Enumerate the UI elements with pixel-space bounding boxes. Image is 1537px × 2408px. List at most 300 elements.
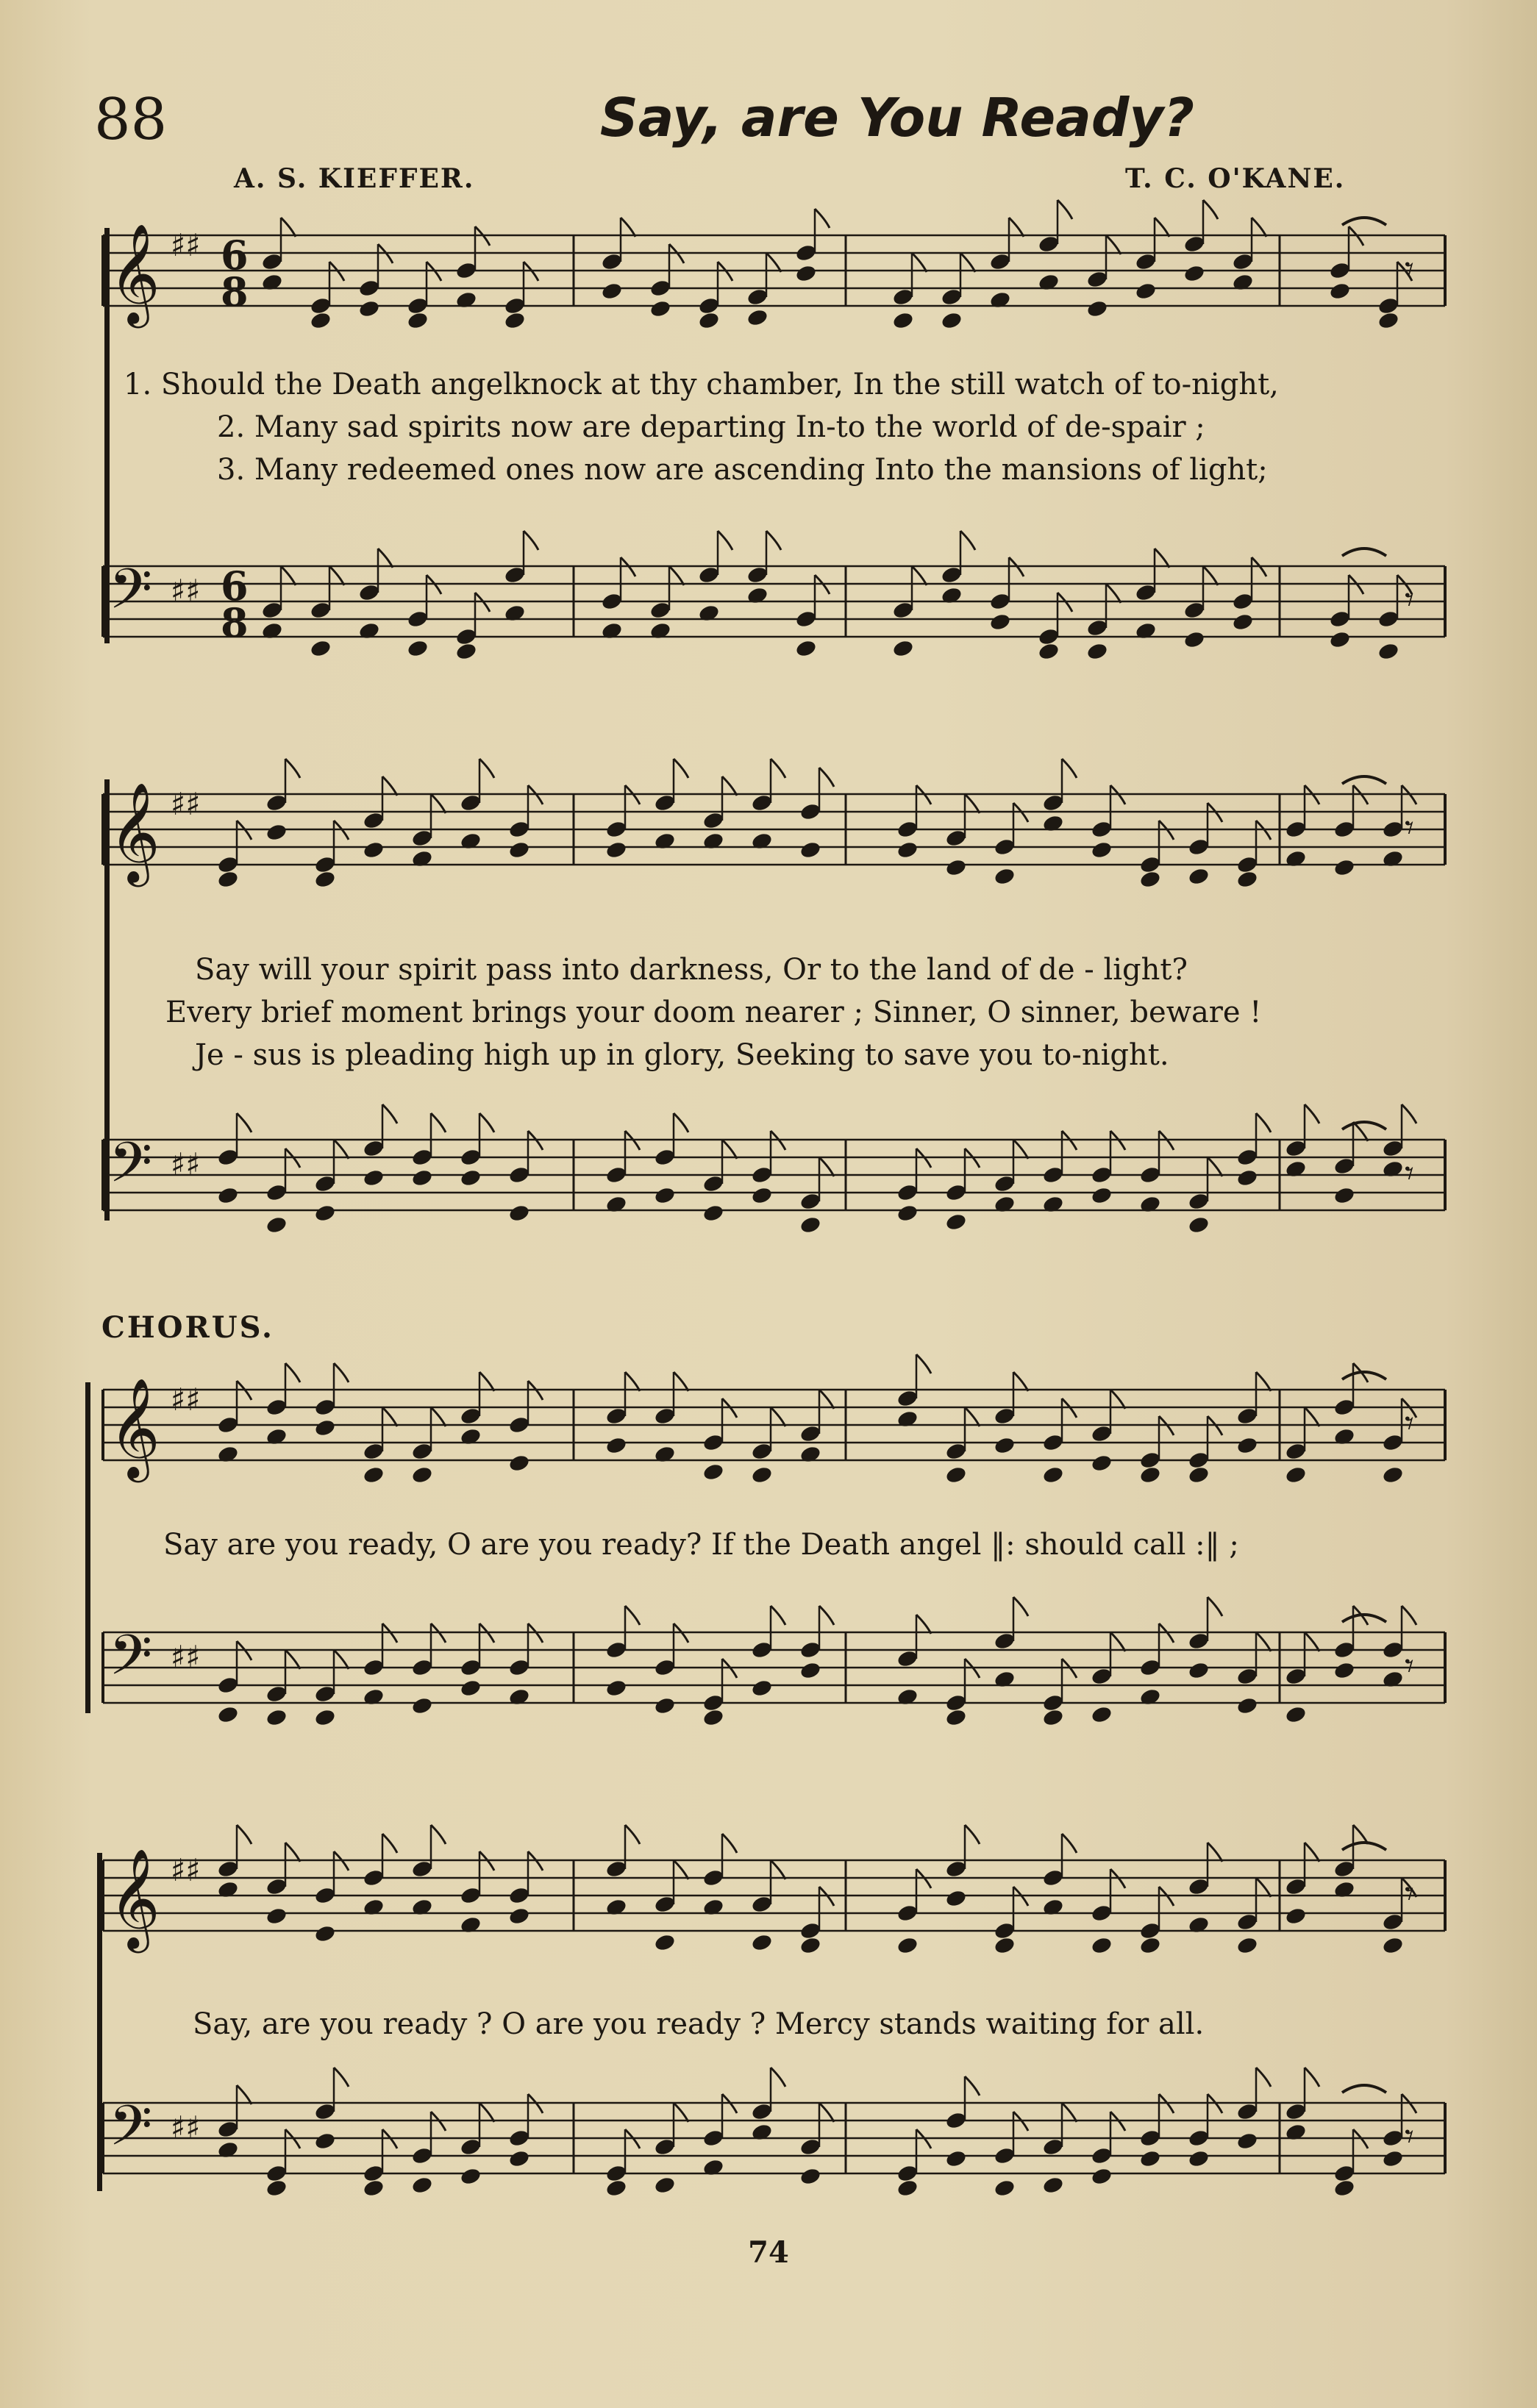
note-flag-icon bbox=[382, 776, 397, 796]
notehead-icon bbox=[892, 639, 915, 658]
notehead-icon bbox=[363, 1687, 385, 1707]
notehead-icon bbox=[314, 1204, 337, 1223]
eighth-rest-icon: 𝄾 bbox=[1405, 1403, 1414, 1444]
note-flag-icon bbox=[674, 1860, 688, 1879]
note-flag-icon bbox=[285, 1363, 300, 1382]
notehead-icon bbox=[1382, 1936, 1405, 1955]
fermata-icon bbox=[1342, 776, 1386, 784]
note-flag-icon bbox=[1062, 1834, 1077, 1853]
notehead-icon bbox=[945, 1212, 968, 1232]
note-flag-icon bbox=[1208, 1597, 1222, 1616]
note-flag-icon bbox=[1402, 1606, 1416, 1625]
chorus-label: CHORUS. bbox=[101, 1310, 274, 1345]
notehead-icon bbox=[363, 840, 385, 860]
notehead-icon bbox=[265, 1215, 288, 1235]
key-signature-icon: ♯♯ bbox=[171, 227, 201, 263]
notehead-icon bbox=[702, 2158, 725, 2177]
notehead-icon bbox=[1232, 612, 1255, 632]
eighth-rest-icon: 𝄾 bbox=[1405, 249, 1414, 290]
notehead-icon bbox=[261, 621, 284, 640]
notehead-icon bbox=[1183, 630, 1206, 649]
note-flag-icon bbox=[1203, 200, 1218, 219]
notehead-icon bbox=[896, 2179, 919, 2198]
notehead-icon bbox=[945, 2149, 968, 2168]
notehead-icon bbox=[698, 604, 721, 623]
notehead-icon bbox=[945, 858, 968, 877]
notehead-icon bbox=[751, 1679, 774, 1698]
note-flag-icon bbox=[1353, 1122, 1368, 1141]
notehead-icon bbox=[455, 642, 478, 661]
notehead-icon bbox=[989, 290, 1012, 310]
notehead-icon bbox=[751, 2123, 774, 2142]
bass-staff-1 bbox=[0, 500, 1537, 721]
notehead-icon bbox=[649, 299, 672, 318]
note-flag-icon bbox=[1305, 1632, 1319, 1651]
notehead-icon bbox=[411, 1465, 434, 1485]
notehead-icon bbox=[1333, 1661, 1356, 1680]
notehead-icon bbox=[1377, 311, 1400, 330]
chorus-line-1: Say are you ready, O are you ready? If the Death angel ‖: should call :‖ ; bbox=[163, 1528, 1239, 1562]
notehead-icon bbox=[508, 1204, 531, 1223]
notehead-icon bbox=[460, 2167, 482, 2186]
notehead-icon bbox=[1139, 1687, 1162, 1707]
note-flag-icon bbox=[281, 566, 296, 585]
notehead-icon bbox=[1333, 1880, 1356, 1899]
note-flag-icon bbox=[382, 1834, 397, 1853]
notehead-icon bbox=[1042, 1195, 1065, 1214]
verse-2-line-b: Every brief moment brings your doom nearer ; Sinner, O sinner, beware ! bbox=[165, 996, 1262, 1029]
note-flag-icon bbox=[771, 1860, 785, 1879]
notehead-icon bbox=[746, 308, 769, 327]
notehead-icon bbox=[1329, 630, 1352, 649]
notehead-icon bbox=[411, 1168, 434, 1187]
bass-staff-4 bbox=[0, 2044, 1537, 2265]
printed-page-number: 74 bbox=[748, 2235, 789, 2270]
notehead-icon bbox=[994, 1195, 1016, 1214]
notehead-icon bbox=[1377, 642, 1400, 661]
notehead-icon bbox=[746, 586, 769, 605]
note-flag-icon bbox=[819, 1157, 834, 1176]
note-flag-icon bbox=[771, 759, 785, 778]
notehead-icon bbox=[504, 311, 527, 330]
note-flag-icon bbox=[431, 1825, 446, 1844]
note-flag-icon bbox=[237, 1825, 252, 1844]
notehead-icon bbox=[1236, 1168, 1259, 1187]
notehead-icon bbox=[314, 870, 337, 889]
notehead-icon bbox=[601, 621, 624, 640]
notehead-icon bbox=[1285, 1705, 1308, 1724]
notehead-icon bbox=[896, 1410, 919, 1429]
notehead-icon bbox=[1135, 621, 1158, 640]
note-flag-icon bbox=[431, 794, 446, 813]
note-flag-icon bbox=[1058, 200, 1072, 219]
notehead-icon bbox=[411, 1696, 434, 1715]
notehead-icon bbox=[994, 1436, 1016, 1455]
notehead-icon bbox=[508, 2149, 531, 2168]
notehead-icon bbox=[265, 1907, 288, 1926]
verse-3-line-a: 3. Many redeemed ones now are ascending Into the mansions of light; bbox=[217, 453, 1268, 487]
verse-1-line-b: Say will your spirit pass into darkness, Or to the land of de - light? bbox=[195, 953, 1188, 987]
notehead-icon bbox=[411, 1898, 434, 1917]
notehead-icon bbox=[1333, 1186, 1356, 1205]
notehead-icon bbox=[310, 311, 332, 330]
notehead-icon bbox=[605, 1195, 628, 1214]
notehead-icon bbox=[892, 311, 915, 330]
notehead-icon bbox=[702, 1708, 725, 1727]
note-flag-icon bbox=[431, 1113, 446, 1132]
notehead-icon bbox=[358, 299, 381, 318]
notehead-icon bbox=[1042, 1708, 1065, 1727]
notehead-icon bbox=[1236, 2132, 1259, 2151]
notehead-icon bbox=[1188, 2149, 1210, 2168]
notehead-icon bbox=[1382, 849, 1405, 868]
fermata-icon bbox=[1342, 1843, 1386, 1850]
note-flag-icon bbox=[916, 1354, 931, 1373]
note-flag-icon bbox=[334, 1363, 349, 1382]
time-signature-icon: 6 bbox=[221, 232, 249, 279]
notehead-icon bbox=[941, 311, 963, 330]
verse-3-line-b: Je - sus is pleading high up in glory, Seeking to save you to-night. bbox=[195, 1038, 1169, 1072]
note-flag-icon bbox=[965, 1825, 980, 1844]
notehead-icon bbox=[1139, 2149, 1162, 2168]
notehead-icon bbox=[217, 1445, 240, 1464]
notehead-icon bbox=[314, 1708, 337, 1727]
notehead-icon bbox=[654, 1933, 677, 1952]
note-flag-icon bbox=[479, 1372, 494, 1391]
note-flag-icon bbox=[1155, 218, 1169, 237]
notehead-icon bbox=[407, 639, 429, 658]
note-flag-icon bbox=[625, 1825, 640, 1844]
note-flag-icon bbox=[285, 759, 300, 778]
notehead-icon bbox=[217, 2140, 240, 2159]
notehead-icon bbox=[217, 870, 240, 889]
note-flag-icon bbox=[1013, 1597, 1028, 1616]
notehead-icon bbox=[1236, 870, 1259, 889]
notehead-icon bbox=[1038, 273, 1060, 292]
treble-clef-icon: 𝄞 bbox=[109, 1847, 160, 1948]
notehead-icon bbox=[363, 1465, 385, 1485]
note-flag-icon bbox=[1305, 2068, 1319, 2087]
note-flag-icon bbox=[334, 2068, 349, 2087]
note-flag-icon bbox=[285, 1843, 300, 1862]
notehead-icon bbox=[508, 840, 531, 860]
notehead-icon bbox=[1188, 1915, 1210, 1934]
eighth-rest-icon: 𝄾 bbox=[1405, 807, 1414, 848]
chorus-line-2: Say, are you ready ? O are you ready ? Mercy stands waiting for all. bbox=[193, 2007, 1205, 2041]
notehead-icon bbox=[702, 1204, 725, 1223]
note-flag-icon bbox=[479, 759, 494, 778]
notehead-icon bbox=[702, 1462, 725, 1482]
eighth-rest-icon: 𝄾 bbox=[1405, 1646, 1414, 1687]
note-flag-icon bbox=[771, 2068, 785, 2087]
notehead-icon bbox=[504, 604, 527, 623]
key-signature-icon: ♯♯ bbox=[171, 786, 201, 822]
eighth-rest-icon: 𝄾 bbox=[1405, 1873, 1414, 1915]
notehead-icon bbox=[460, 832, 482, 851]
note-flag-icon bbox=[771, 1606, 785, 1625]
notehead-icon bbox=[411, 2176, 434, 2195]
note-flag-icon bbox=[912, 566, 927, 585]
notehead-icon bbox=[994, 2179, 1016, 2198]
notehead-icon bbox=[702, 1898, 725, 1917]
notehead-icon bbox=[896, 840, 919, 860]
key-signature-icon: ♯♯ bbox=[171, 1639, 201, 1675]
note-flag-icon bbox=[479, 2103, 494, 2122]
notehead-icon bbox=[605, 1898, 628, 1917]
note-flag-icon bbox=[1110, 1632, 1125, 1651]
note-flag-icon bbox=[819, 1390, 834, 1409]
note-flag-icon bbox=[912, 253, 927, 272]
notehead-icon bbox=[601, 282, 624, 301]
notehead-icon bbox=[751, 1933, 774, 1952]
notehead-icon bbox=[358, 621, 381, 640]
note-flag-icon bbox=[722, 1140, 737, 1159]
eighth-rest-icon: 𝄾 bbox=[1405, 579, 1414, 621]
notehead-icon bbox=[1333, 858, 1356, 877]
note-flag-icon bbox=[382, 1104, 397, 1123]
notehead-icon bbox=[508, 1687, 531, 1707]
notehead-icon bbox=[1382, 2149, 1405, 2168]
note-flag-icon bbox=[378, 549, 393, 568]
notehead-icon bbox=[799, 1215, 822, 1235]
notehead-icon bbox=[945, 1889, 968, 1908]
notehead-icon bbox=[411, 849, 434, 868]
notehead-icon bbox=[1285, 849, 1308, 868]
notehead-icon bbox=[1236, 1696, 1259, 1715]
note-flag-icon bbox=[1256, 1878, 1271, 1897]
notehead-icon bbox=[363, 2179, 385, 2198]
note-flag-icon bbox=[1305, 1104, 1319, 1123]
notehead-icon bbox=[1139, 870, 1162, 889]
note-flag-icon bbox=[1013, 1140, 1028, 1159]
bass-clef-icon: 𝄢 bbox=[109, 557, 153, 635]
notehead-icon bbox=[989, 612, 1012, 632]
notehead-icon bbox=[1086, 299, 1109, 318]
note-flag-icon bbox=[237, 2085, 252, 2104]
hymn-title: Say, are You Ready? bbox=[599, 87, 1195, 149]
note-flag-icon bbox=[1252, 218, 1266, 237]
eighth-rest-icon: 𝄾 bbox=[1405, 2116, 1414, 2157]
note-flag-icon bbox=[382, 1407, 397, 1426]
notehead-icon bbox=[654, 1445, 677, 1464]
notehead-icon bbox=[605, 1679, 628, 1698]
note-flag-icon bbox=[718, 531, 732, 550]
note-flag-icon bbox=[1256, 1632, 1271, 1651]
notehead-icon bbox=[1091, 2167, 1113, 2186]
note-flag-icon bbox=[766, 253, 781, 272]
notehead-icon bbox=[654, 1186, 677, 1205]
note-flag-icon bbox=[479, 1113, 494, 1132]
note-flag-icon bbox=[1013, 1372, 1028, 1391]
notehead-icon bbox=[460, 1168, 482, 1187]
notehead-icon bbox=[1236, 1936, 1259, 1955]
note-flag-icon bbox=[674, 1113, 688, 1132]
notehead-icon bbox=[896, 1204, 919, 1223]
notehead-icon bbox=[654, 832, 677, 851]
notehead-icon bbox=[799, 2167, 822, 2186]
note-flag-icon bbox=[1106, 584, 1121, 603]
notehead-icon bbox=[460, 1427, 482, 1446]
note-flag-icon bbox=[1305, 1407, 1319, 1426]
notehead-icon bbox=[314, 2132, 337, 2151]
notehead-icon bbox=[751, 832, 774, 851]
note-flag-icon bbox=[281, 218, 296, 237]
notehead-icon bbox=[896, 1936, 919, 1955]
note-flag-icon bbox=[285, 1650, 300, 1669]
note-flag-icon bbox=[334, 1650, 349, 1669]
notehead-icon bbox=[1183, 264, 1206, 283]
lyricist-credit: A. S. KIEFFER. bbox=[234, 163, 475, 194]
note-flag-icon bbox=[1208, 1157, 1222, 1176]
notehead-icon bbox=[217, 1186, 240, 1205]
notehead-icon bbox=[945, 1465, 968, 1485]
note-flag-icon bbox=[722, 776, 737, 796]
notehead-icon bbox=[1329, 282, 1352, 301]
note-flag-icon bbox=[965, 2076, 980, 2096]
notehead-icon bbox=[265, 1427, 288, 1446]
notehead-icon bbox=[799, 840, 822, 860]
notehead-icon bbox=[795, 639, 818, 658]
note-flag-icon bbox=[771, 1407, 785, 1426]
notehead-icon bbox=[265, 1708, 288, 1727]
bass-clef-icon: 𝄢 bbox=[109, 1623, 153, 1701]
notehead-icon bbox=[1333, 1427, 1356, 1446]
key-signature-icon: ♯♯ bbox=[171, 573, 201, 609]
bass-clef-icon: 𝄢 bbox=[109, 1130, 153, 1209]
note-flag-icon bbox=[815, 209, 830, 228]
notehead-icon bbox=[1285, 1907, 1308, 1926]
notehead-icon bbox=[1038, 642, 1060, 661]
notehead-icon bbox=[799, 1661, 822, 1680]
note-flag-icon bbox=[669, 566, 684, 585]
key-signature-icon: ♯♯ bbox=[171, 1382, 201, 1418]
treble-clef-icon: 𝄞 bbox=[109, 1376, 160, 1478]
note-flag-icon bbox=[1203, 566, 1218, 585]
fermata-icon bbox=[1342, 549, 1386, 556]
note-flag-icon bbox=[625, 1606, 640, 1625]
notehead-icon bbox=[1091, 1454, 1113, 1473]
notehead-icon bbox=[994, 867, 1016, 886]
note-flag-icon bbox=[722, 1834, 737, 1853]
fermata-icon bbox=[1342, 1122, 1386, 1129]
staff-lines bbox=[103, 235, 1445, 306]
notehead-icon bbox=[799, 1445, 822, 1464]
notehead-icon bbox=[1091, 1186, 1113, 1205]
note-flag-icon bbox=[674, 1372, 688, 1391]
notehead-icon bbox=[1188, 867, 1210, 886]
note-flag-icon bbox=[965, 794, 980, 813]
note-flag-icon bbox=[1110, 1390, 1125, 1409]
note-flag-icon bbox=[524, 531, 538, 550]
notehead-icon bbox=[945, 1708, 968, 1727]
notehead-icon bbox=[1091, 1705, 1113, 1724]
note-flag-icon bbox=[329, 566, 344, 585]
notehead-icon bbox=[1382, 1670, 1405, 1689]
treble-staff-2 bbox=[0, 765, 1537, 985]
notehead-icon bbox=[363, 1168, 385, 1187]
note-flag-icon bbox=[1305, 1843, 1319, 1862]
notehead-icon bbox=[314, 1924, 337, 1943]
notehead-icon bbox=[217, 1880, 240, 1899]
treble-clef-icon: 𝄞 bbox=[109, 222, 160, 324]
notehead-icon bbox=[994, 1936, 1016, 1955]
bass-staff-2 bbox=[0, 1073, 1537, 1294]
notehead-icon bbox=[994, 1670, 1016, 1689]
time-signature-icon: 8 bbox=[221, 268, 249, 315]
notehead-icon bbox=[508, 1454, 531, 1473]
note-flag-icon bbox=[1256, 1372, 1271, 1391]
notehead-icon bbox=[407, 311, 429, 330]
notehead-icon bbox=[605, 840, 628, 860]
note-flag-icon bbox=[621, 218, 635, 237]
note-flag-icon bbox=[1062, 759, 1077, 778]
note-flag-icon bbox=[431, 1407, 446, 1426]
notehead-icon bbox=[1139, 1465, 1162, 1485]
notehead-icon bbox=[1236, 1436, 1259, 1455]
fermata-icon bbox=[1342, 218, 1386, 225]
note-flag-icon bbox=[819, 2103, 834, 2122]
notehead-icon bbox=[1042, 2176, 1065, 2195]
note-flag-icon bbox=[625, 1372, 640, 1391]
note-flag-icon bbox=[819, 768, 834, 787]
note-flag-icon bbox=[1402, 1104, 1416, 1123]
note-flag-icon bbox=[1256, 1113, 1271, 1132]
notehead-icon bbox=[1285, 1160, 1308, 1179]
key-signature-icon: ♯♯ bbox=[171, 1852, 201, 1888]
notehead-icon bbox=[654, 1696, 677, 1715]
note-flag-icon bbox=[766, 531, 781, 550]
note-flag-icon bbox=[960, 531, 975, 550]
notehead-icon bbox=[1091, 1936, 1113, 1955]
notehead-icon bbox=[896, 1687, 919, 1707]
bass-staff-3 bbox=[0, 1573, 1537, 1794]
notehead-icon bbox=[1188, 1215, 1210, 1235]
notehead-icon bbox=[1135, 282, 1158, 301]
notehead-icon bbox=[1188, 1465, 1210, 1485]
notehead-icon bbox=[1091, 840, 1113, 860]
treble-clef-icon: 𝄞 bbox=[109, 781, 160, 882]
key-signature-icon: ♯♯ bbox=[171, 2109, 201, 2146]
notehead-icon bbox=[1086, 642, 1109, 661]
notehead-icon bbox=[702, 832, 725, 851]
notehead-icon bbox=[605, 2179, 628, 2198]
notehead-icon bbox=[654, 2176, 677, 2195]
notehead-icon bbox=[363, 1898, 385, 1917]
notehead-icon bbox=[751, 1465, 774, 1485]
note-flag-icon bbox=[1106, 235, 1121, 254]
notehead-icon bbox=[310, 639, 332, 658]
bass-clef-icon: 𝄢 bbox=[109, 2093, 153, 2172]
notehead-icon bbox=[799, 1936, 822, 1955]
notehead-icon bbox=[508, 1907, 531, 1926]
notehead-icon bbox=[460, 1679, 482, 1698]
notehead-icon bbox=[1382, 1465, 1405, 1485]
note-flag-icon bbox=[1062, 2103, 1077, 2122]
notehead-icon bbox=[1382, 1160, 1405, 1179]
notehead-icon bbox=[1042, 1465, 1065, 1485]
notehead-icon bbox=[1042, 814, 1065, 833]
note-flag-icon bbox=[916, 1615, 931, 1634]
notehead-icon bbox=[605, 1436, 628, 1455]
staff-lines bbox=[103, 1632, 1445, 1703]
note-flag-icon bbox=[674, 759, 688, 778]
notehead-icon bbox=[455, 290, 478, 310]
verse-2-line-a: 2. Many sad spirits now are departing In-to the world of de-spair ; bbox=[217, 410, 1205, 444]
composer-credit: T. C. O'KANE. bbox=[1125, 163, 1346, 194]
notehead-icon bbox=[941, 586, 963, 605]
eighth-rest-icon: 𝄾 bbox=[1405, 1153, 1414, 1194]
note-flag-icon bbox=[960, 253, 975, 272]
